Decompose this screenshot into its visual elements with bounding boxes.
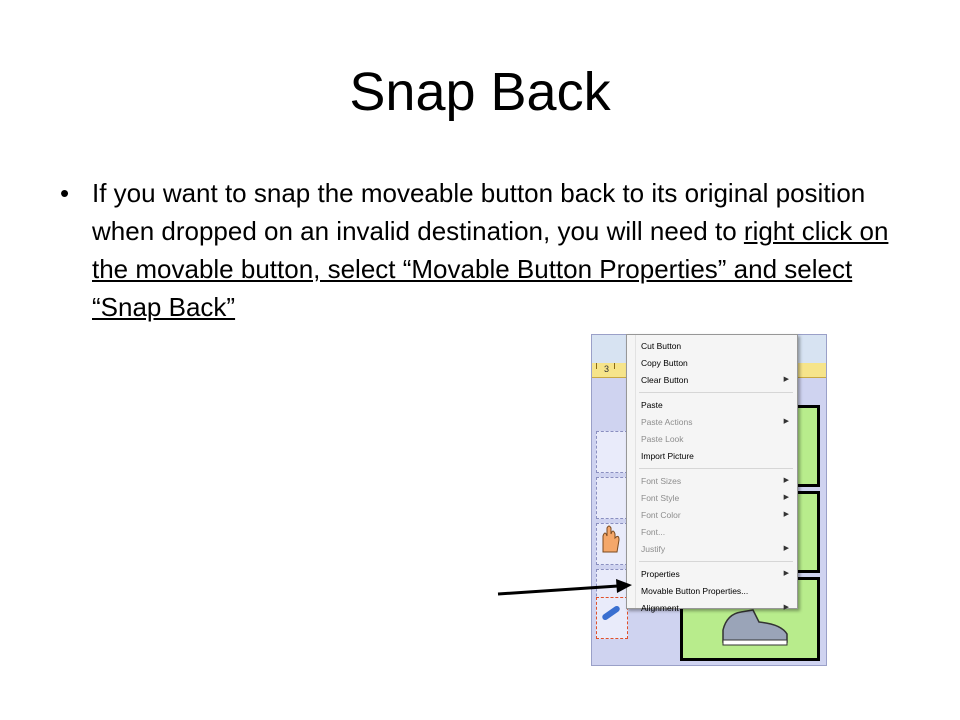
menu-item-label: Cut Button [641, 341, 682, 351]
menu-item-label: Paste Actions [641, 417, 693, 427]
context-menu [626, 334, 798, 613]
toothbrush-icon [597, 598, 625, 628]
menu-separator [639, 468, 793, 469]
menu-item-movable-button-properties[interactable] [641, 583, 793, 599]
bullet-underlined-text: right click on the movable button, select “Movable Button Properties” and select “Snap Back” [92, 216, 889, 322]
dashed-cell [596, 477, 628, 519]
bullet-plain-text: If you want to snap the moveable button back to its original position when dropped on an invalid destination, you will need to [92, 178, 866, 246]
slide-title: Snap Back [349, 62, 611, 122]
menu-item-label: Paste [641, 400, 663, 410]
bullet-text [92, 174, 900, 326]
ruler-number: 3 [604, 364, 610, 374]
menu-item-paste[interactable] [641, 397, 793, 413]
menu-item-label: Import Picture [641, 451, 694, 461]
menu-item-clear-button[interactable] [641, 372, 793, 388]
menu-item-properties[interactable] [641, 566, 793, 582]
menu-item-font-color[interactable] [641, 507, 793, 523]
menu-item-label: Font Color [641, 510, 681, 520]
submenu-arrow-icon: ▶ [783, 494, 789, 501]
submenu-arrow-icon: ▶ [783, 418, 789, 425]
menu-item-justify[interactable] [641, 541, 793, 557]
menu-item-alignment[interactable] [641, 600, 793, 616]
menu-item-import-picture[interactable] [641, 448, 793, 464]
menu-item-label: Font Style [641, 493, 680, 503]
selected-movable-button[interactable] [596, 597, 628, 639]
menu-item-paste-look[interactable] [641, 431, 793, 447]
dashed-cell [596, 431, 628, 473]
menu-item-paste-actions[interactable] [641, 414, 793, 430]
menu-item-label: Properties [641, 569, 680, 579]
menu-item-label: Justify [641, 544, 666, 554]
submenu-arrow-icon: ▶ [783, 511, 789, 518]
menu-gutter [627, 335, 636, 608]
menu-item-copy-button[interactable] [641, 355, 793, 371]
hand-icon [597, 524, 625, 554]
bullet-marker: • [60, 178, 70, 208]
submenu-arrow-icon: ▶ [783, 604, 789, 611]
bullet-paragraph [60, 174, 900, 326]
menu-item-label: Font Sizes [641, 476, 682, 486]
dashed-cell [596, 523, 628, 565]
menu-item-font-style[interactable] [641, 490, 793, 506]
submenu-arrow-icon: ▶ [783, 545, 789, 552]
submenu-arrow-icon: ▶ [783, 570, 789, 577]
menu-separator [639, 392, 793, 393]
menu-item-cut-button[interactable] [641, 338, 793, 354]
menu-item-label: Paste Look [641, 434, 684, 444]
menu-item-label: Copy Button [641, 358, 688, 368]
menu-item-label: Font... [641, 527, 666, 537]
menu-item-label: Alignment [641, 603, 679, 613]
submenu-arrow-icon: ▶ [783, 477, 789, 484]
menu-item-font[interactable] [641, 524, 793, 540]
menu-item-font-sizes[interactable] [641, 473, 793, 489]
menu-separator [639, 561, 793, 562]
menu-item-label: Movable Button Properties... [641, 586, 749, 596]
submenu-arrow-icon: ▶ [783, 376, 789, 383]
menu-item-label: Clear Button [641, 375, 689, 385]
